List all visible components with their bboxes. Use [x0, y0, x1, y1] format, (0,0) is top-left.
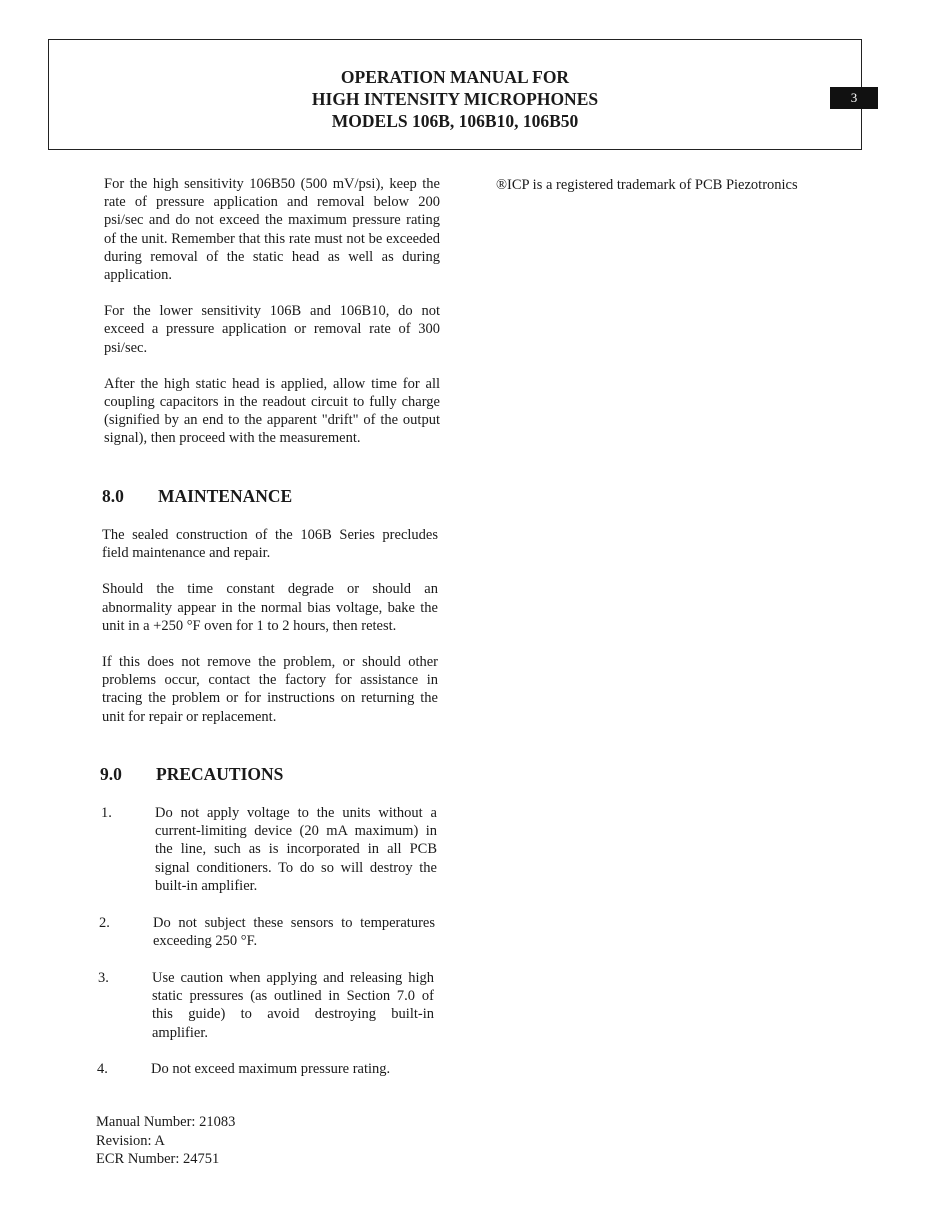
list-number: 1. — [101, 805, 112, 821]
intro-paragraph-3: After the high static head is applied, allow time for all coupling capacitors in the readout circuit to fully charge (signified by an end to the apparent "drift" of the output signal), then proceed with the measurement. — [104, 375, 440, 447]
intro-paragraph-1: For the high sensitivity 106B50 (500 mV/psi), keep the rate of pressure application and removal below 200 psi/sec and do not exceed the maximum pressure rating of the unit. Remember that this rate must not be exceeded during removal of the static head as well as during application. — [104, 176, 440, 284]
title-line-3: MODELS 106B, 106B10, 106B50 — [331, 111, 579, 131]
precautions-heading — [100, 764, 283, 785]
title-line-1: OPERATION MANUAL FOR — [340, 67, 570, 87]
precautions-number: 9.0 — [100, 764, 122, 784]
document-title — [48, 66, 862, 132]
list-text: Do not apply voltage to the units without a current-limiting device (20 mA maximum) in the line, such as is incorporated in all PCB signal conditioners. To do so will destroy the built-in amplifier. — [155, 805, 437, 894]
maintenance-heading — [102, 486, 292, 507]
list-number: 4. — [97, 1061, 108, 1077]
list-number: 3. — [98, 970, 109, 986]
precautions-title: PRECAUTIONS — [156, 764, 284, 784]
manual-number: Manual Number: 21083 — [96, 1114, 236, 1130]
list-number: 2. — [99, 915, 110, 931]
maintenance-paragraph-2: Should the time constant degrade or should an abnormality appear in the normal bias voltage, bake the unit in a +250 °F oven for 1 to 2 hours, then retest. — [102, 581, 438, 634]
list-text: Use caution when applying and releasing high static pressures (as outlined in Section 7.0 of this guide) to avoid destroying built-in amplifier. — [152, 970, 434, 1041]
maintenance-paragraph-3: If this does not remove the problem, or should other problems occur, contact the factory for assistance in tracing the problem or for instructions on returning the unit for repair or replacement. — [102, 654, 438, 725]
maintenance-paragraph-1: The sealed construction of the 106B Series precludes field maintenance and repair. — [102, 527, 438, 562]
ecr-number: ECR Number: 24751 — [96, 1151, 220, 1167]
title-line-2: HIGH INTENSITY MICROPHONES — [311, 89, 599, 109]
list-text: Do not subject these sensors to temperatures exceeding 250 °F. — [153, 915, 435, 950]
trademark-note: ®ICP is a registered trademark of PCB Piezotronics — [496, 177, 798, 193]
list-text: Do not exceed maximum pressure rating. — [151, 1061, 391, 1077]
intro-section — [104, 175, 440, 466]
intro-paragraph-2: For the lower sensitivity 106B and 106B10, do not exceed a pressure application or removal rate of 300 psi/sec. — [104, 303, 440, 356]
maintenance-number: 8.0 — [102, 486, 124, 506]
maintenance-section — [102, 526, 438, 744]
page-number-tab: 3 — [830, 87, 878, 109]
maintenance-title: MAINTENANCE — [158, 486, 293, 506]
revision: Revision: A — [96, 1132, 165, 1149]
footer — [96, 1113, 235, 1169]
